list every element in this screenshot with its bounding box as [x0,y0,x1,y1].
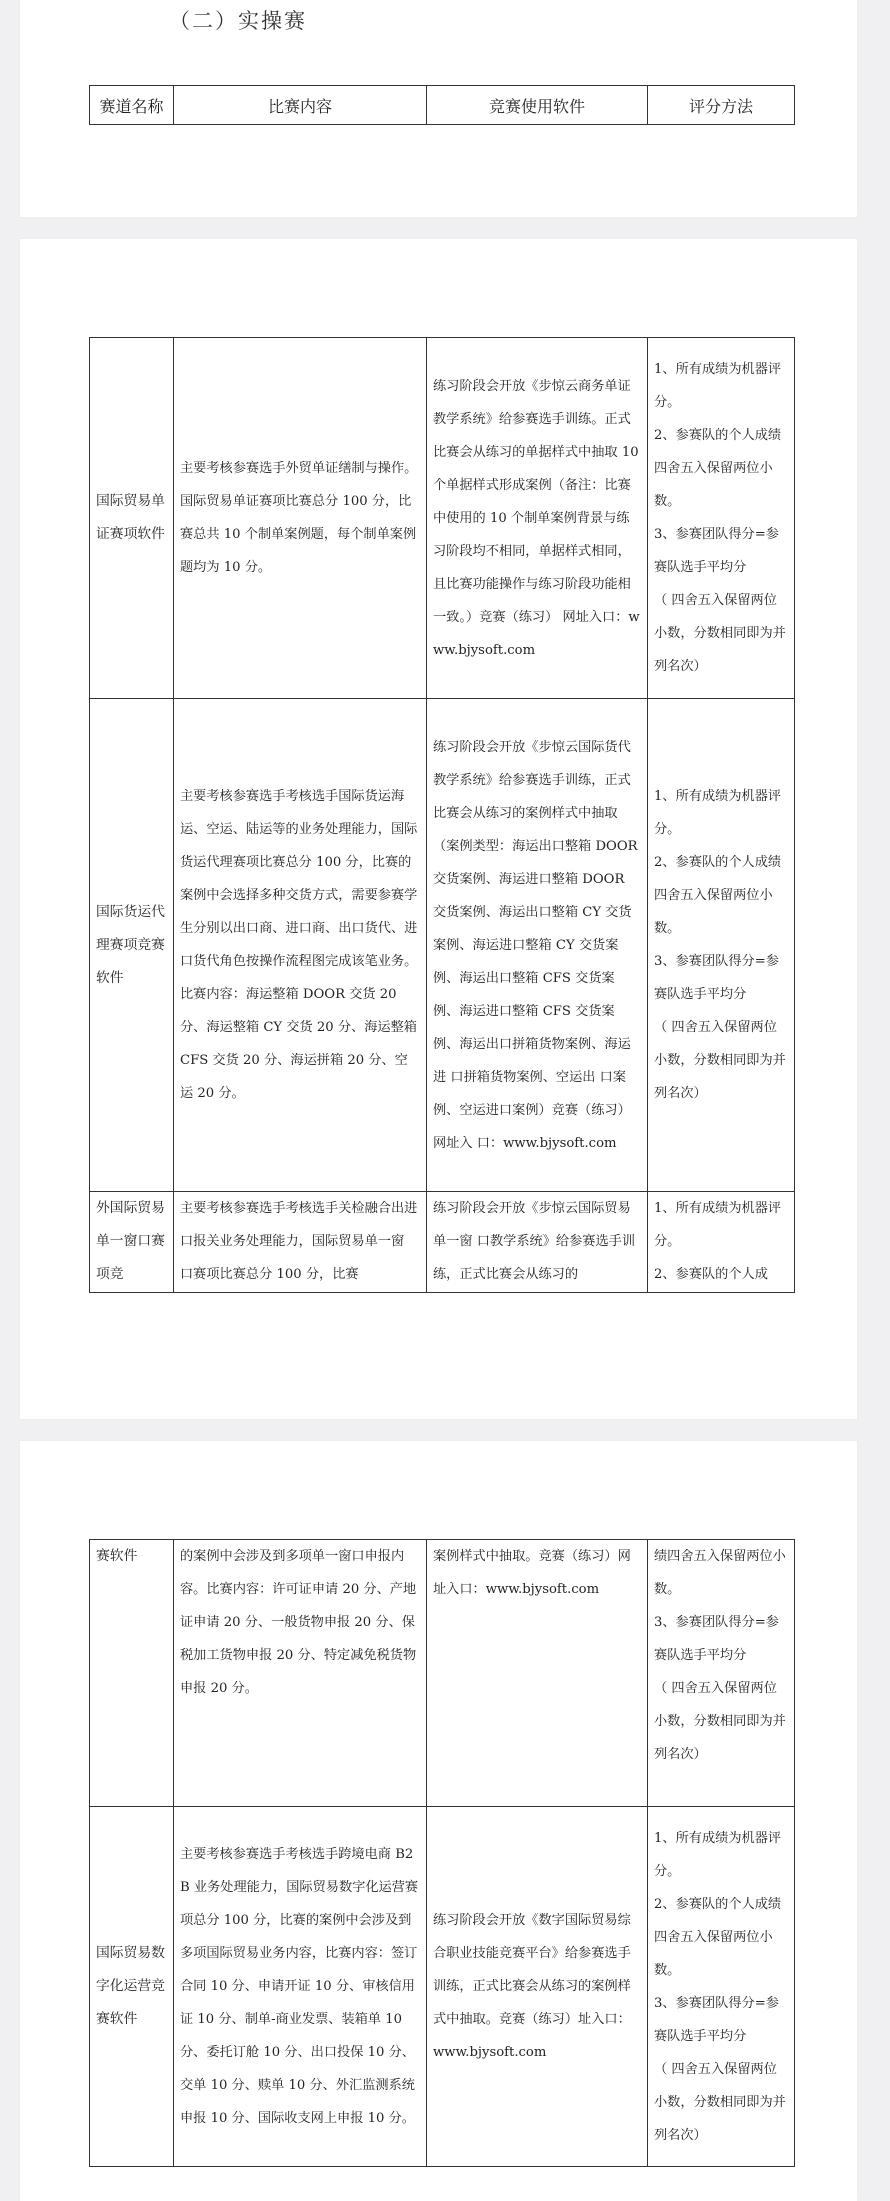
table-row [90,1192,795,1293]
scoring-cell: 1、所有成绩为机器评分。 2、参赛队的个人成绩四舍五入保留两位小数。 3、参赛团队得分=参赛队选手平均分 （ 四舍五入保留两位小数，分数相同即为并列名次） [648,699,795,1192]
content-cell: 主要考核参赛选手考核选手跨境电商 B2B 业务处理能力，国际贸易数字化运营赛项总分 100 分，比赛的案例中会涉及到多项国际贸易业务内容，比赛内容：签订合同 10 分、申请开证 10 分、审核信用证 10 分、制单-商业发票、装箱单 10 分、委托订舱 10 分、出口投保 10 分、交单 10 分、赎单 10 分、外汇监测系统申报 10 分、国际收支网上申报 10 分。 [174,1807,427,2167]
section-title: （二）实操赛 [169,9,307,33]
content-cell: 主要考核参赛选手考核选手国际货运海运、空运、陆运等的业务处理能力，国际货运代理赛项比赛总分 100 分，比赛的案例中会选择多种交货方式，需要参赛学生分别以出口商、进口商、出口货代、进口货代角色按操作流程图完成该笔业务。比赛内容：海运整箱 DOOR 交货 20 分、海运整箱 CY 交货 20 分、海运整箱 CFS 交货 20 分、海运拼箱 20 分、空运 20 分。 [174,699,427,1192]
scoring-cell: 1、所有成绩为机器评分。 2、参赛队的个人成 [654,1201,782,1282]
track-name-cell: 外国际贸易单一窗口赛项竞 [96,1200,165,1282]
document-page-1 [20,0,857,217]
table-row [90,1807,795,2167]
content-cell: 主要考核参赛选手外贸单证缮制与操作。国际贸易单证赛项比赛总分 100 分，比赛总共 10 个制单案例题，每个制单案例题均为 10 分。 [174,338,427,699]
track-name-cell: 国际货运代理赛项竞赛软件 [90,699,174,1192]
competition-table [89,337,795,1293]
track-name-cell: 国际贸易单证赛项软件 [90,338,174,699]
document-page-2 [20,239,857,1419]
scoring-cell: 绩四舍五入保留两位小数。 3、参赛团队得分=参赛队选手平均分 （ 四舍五入保留两位小数，分数相同即为并列名次） [648,1540,795,1807]
track-name-cell: 赛软件 [90,1540,174,1807]
table-row [90,1540,795,1807]
header-software: 竞赛使用软件 [427,86,648,125]
scoring-cell: 1、所有成绩为机器评分。 2、参赛队的个人成绩四舍五入保留两位小数。 3、参赛团队得分=参赛队选手平均分 （ 四舍五入保留两位小数，分数相同即为并列名次） [648,338,795,699]
header-content: 比赛内容 [174,86,427,125]
document-page-3 [20,1441,857,2201]
software-cell: 练习阶段会开放《数字国际贸易综合职业技能竞赛平台》给参赛选手训练，正式比赛会从练习的案例样式中抽取。竞赛（练习）址入口：www.bjysoft.com [427,1807,648,2167]
header-track-name: 赛道名称 [90,86,174,125]
scoring-cell: 1、所有成绩为机器评分。 2、参赛队的个人成绩四舍五入保留两位小数。 3、参赛团队得分=参赛队选手平均分 （ 四舍五入保留两位小数，分数相同即为并列名次） [648,1807,795,2167]
track-name-cell: 国际贸易数字化运营竞赛软件 [90,1807,174,2167]
software-cell: 案例样式中抽取。竞赛（练习）网址入口：www.bjysoft.com [427,1540,648,1807]
header-scoring: 评分方法 [648,86,795,125]
content-cell: 的案例中会涉及到多项单一窗口申报内容。比赛内容：许可证申请 20 分、产地证申请 20 分、一般货物申报 20 分、保税加工货物申报 20 分、特定减免税货物申报 20 分。 [174,1540,427,1807]
table-row [90,699,795,1192]
table-row [90,338,795,699]
software-cell: 练习阶段会开放《步惊云国际货代教学系统》给参赛选手训练，正式比赛会从练习的案例样式中抽取（案例类型：海运出口整箱 DOOR 交货案例、海运进口整箱 DOOR 交货案例、海运出口整箱 CY 交货案例、海运进口整箱 CY 交货案例、海运出口整箱 CFS 交货案例、海运进口整箱 CFS 交货案例、海运出口拼箱货物案例、海运进 口拼箱货物案例、空运出 口案例、空运进口案例）竞赛（练习）网址入 口：www.bjysoft.com [427,699,648,1192]
competition-table-header [89,85,795,125]
competition-table-continued [89,1539,795,2167]
software-cell: 练习阶段会开放《步惊云商务单证教学系统》给参赛选手训练。正式比赛会从练习的单据样式中抽取 10 个单据样式形成案例（备注：比赛中使用的 10 个制单案例背景与练习阶段均不相同，单据样式相同，且比赛功能操作与练习阶段功能相一致。）竞赛（练习） 网址入口：www.bjysoft.com [427,338,648,699]
content-cell: 主要考核参赛选手考核选手关检融合出进 口报关业务处理能力，国际贸易单一窗 口赛项比赛总分 100 分，比赛 [180,1201,418,1282]
software-cell: 练习阶段会开放《步惊云国际贸易单一窗 口教学系统》给参赛选手训练，正式比赛会从练习的 [433,1201,636,1282]
